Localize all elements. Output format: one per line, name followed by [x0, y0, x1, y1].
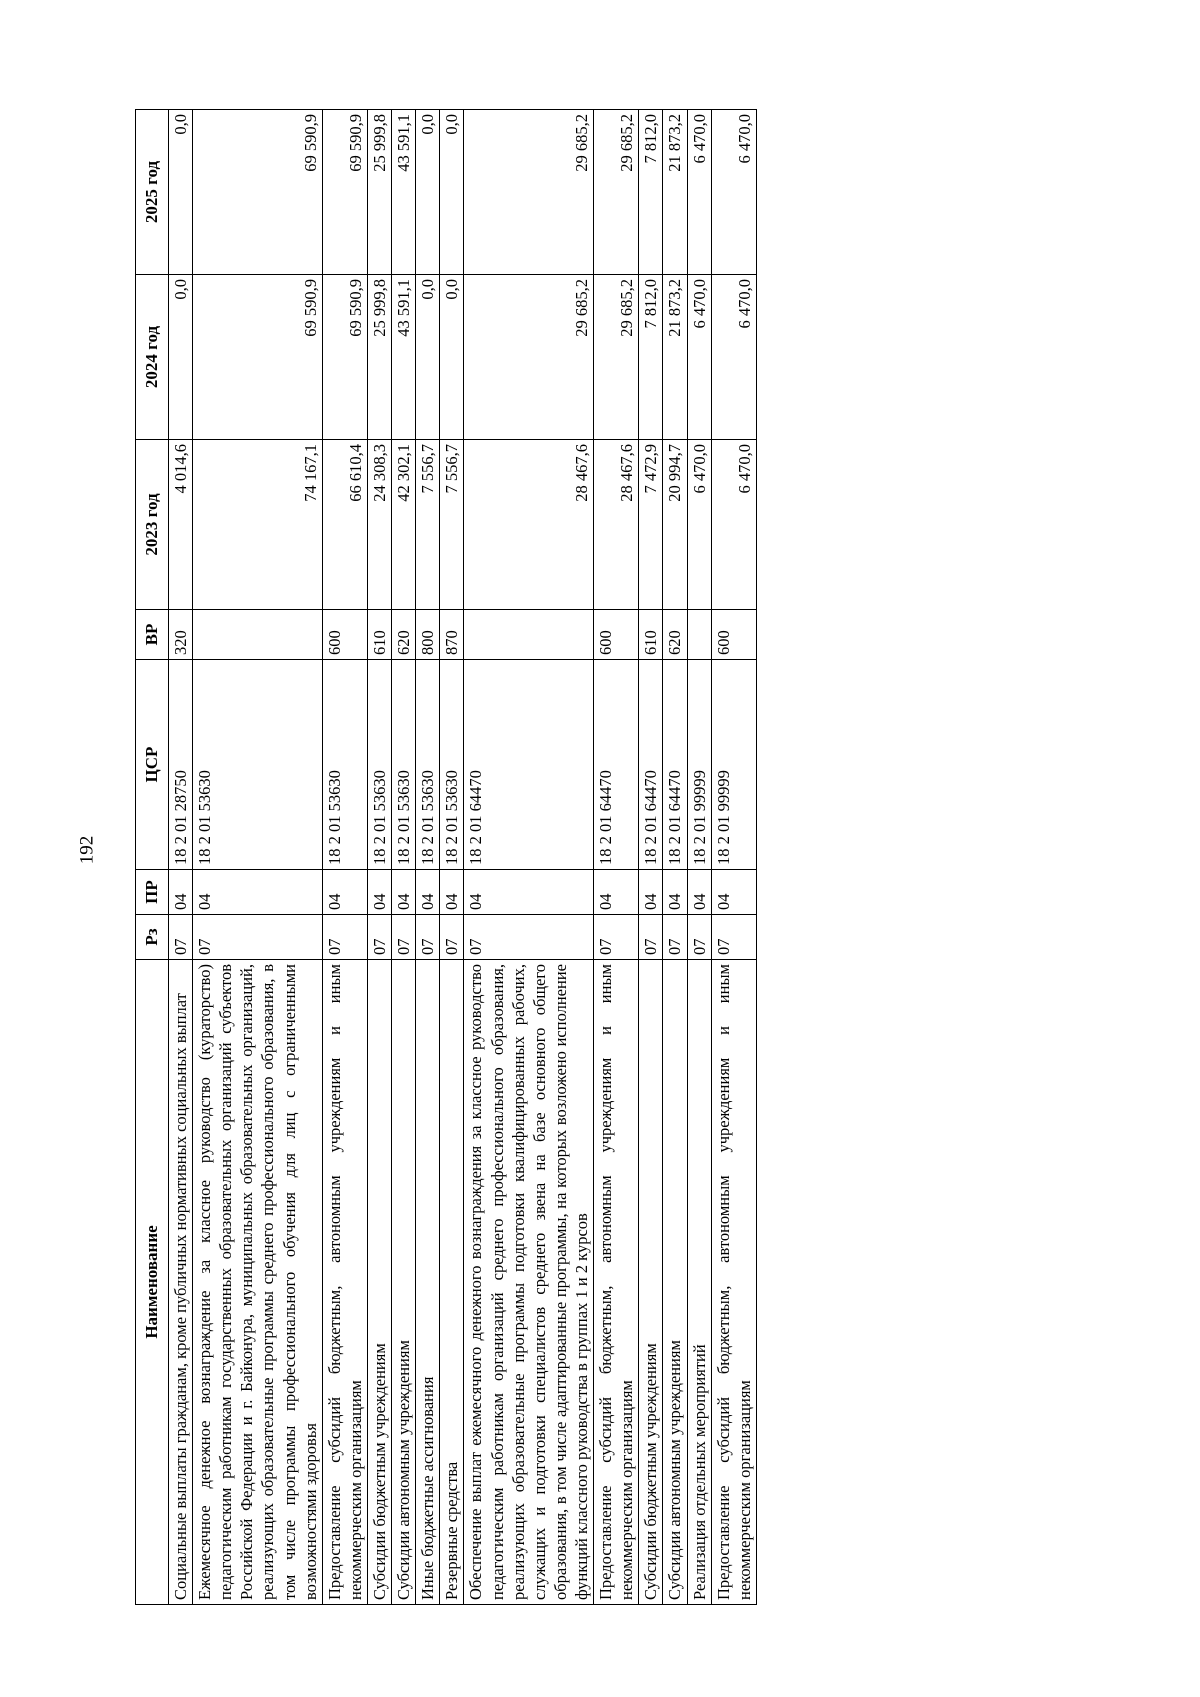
header-2023: 2023 год — [136, 440, 169, 610]
cell-csr: 18 2 01 28750 — [169, 660, 193, 870]
cell-rz: 07 — [169, 915, 193, 960]
cell-2023: 7 472,9 — [639, 440, 663, 610]
cell-2025: 69 590,9 — [322, 110, 367, 275]
cell-vr — [464, 610, 594, 660]
cell-vr: 610 — [639, 610, 663, 660]
cell-csr: 18 2 01 64470 — [639, 660, 663, 870]
cell-rz: 07 — [367, 915, 391, 960]
table-row — [416, 110, 440, 1605]
cell-rz: 07 — [416, 915, 440, 960]
cell-vr: 870 — [440, 610, 464, 660]
cell-pr: 04 — [464, 870, 594, 915]
cell-pr: 04 — [367, 870, 391, 915]
table-row — [711, 110, 756, 1605]
cell-2025: 6 470,0 — [711, 110, 756, 275]
cell-pr: 04 — [639, 870, 663, 915]
cell-vr: 800 — [416, 610, 440, 660]
cell-pr: 04 — [322, 870, 367, 915]
cell-name: Субсидии автономным учреждениям — [663, 960, 687, 1605]
cell-vr: 610 — [367, 610, 391, 660]
rotated-table-wrapper — [135, 110, 1049, 1605]
table-header-row — [136, 110, 169, 1605]
cell-csr: 18 2 01 53630 — [193, 660, 323, 870]
cell-2024: 0,0 — [416, 275, 440, 440]
cell-rz: 07 — [663, 915, 687, 960]
cell-2023: 74 167,1 — [193, 440, 323, 610]
cell-pr: 04 — [663, 870, 687, 915]
cell-2025: 0,0 — [169, 110, 193, 275]
cell-2024: 69 590,9 — [193, 275, 323, 440]
cell-name: Резервные средства — [440, 960, 464, 1605]
cell-pr: 04 — [416, 870, 440, 915]
cell-vr: 620 — [392, 610, 416, 660]
cell-2025: 43 591,1 — [392, 110, 416, 275]
cell-rz: 07 — [464, 915, 594, 960]
table-row — [367, 110, 391, 1605]
cell-vr: 620 — [663, 610, 687, 660]
cell-csr: 18 2 01 53630 — [416, 660, 440, 870]
cell-2023: 6 470,0 — [711, 440, 756, 610]
cell-2024: 7 812,0 — [639, 275, 663, 440]
table-row — [663, 110, 687, 1605]
cell-csr: 18 2 01 53630 — [322, 660, 367, 870]
cell-csr: 18 2 01 53630 — [367, 660, 391, 870]
header-2025: 2025 год — [136, 110, 169, 275]
table-row — [687, 110, 711, 1605]
cell-2025: 29 685,2 — [464, 110, 594, 275]
header-pr: ПР — [136, 870, 169, 915]
header-vr: ВР — [136, 610, 169, 660]
cell-2025: 0,0 — [416, 110, 440, 275]
cell-rz: 07 — [392, 915, 416, 960]
cell-name: Предоставление субсидий бюджетным, автономным учреждениям и иным некоммерческим организациям — [322, 960, 367, 1605]
cell-vr: 600 — [322, 610, 367, 660]
header-rz: Рз — [136, 915, 169, 960]
header-2024: 2024 год — [136, 275, 169, 440]
cell-2025: 6 470,0 — [687, 110, 711, 275]
cell-csr: 18 2 01 64470 — [594, 660, 639, 870]
cell-2024: 25 999,8 — [367, 275, 391, 440]
cell-name: Иные бюджетные ассигнования — [416, 960, 440, 1605]
cell-csr: 18 2 01 53630 — [440, 660, 464, 870]
cell-rz: 07 — [193, 915, 323, 960]
cell-name: Субсидии бюджетным учреждениям — [639, 960, 663, 1605]
cell-name: Обеспечение выплат ежемесячного денежного вознаграждения за классное руководство педагогическим работникам организаций среднего профессионального образования, реализующих образовательные программы подготовки квалифицированных рабочих, служащих и подготовки специалистов среднего звена на базе основного общего образования, в том числе адаптированные программы, на которых возложено исполнение функций классного руководства в группах 1 и 2 курсов — [464, 960, 594, 1605]
cell-csr: 18 2 01 64470 — [663, 660, 687, 870]
cell-2024: 29 685,2 — [594, 275, 639, 440]
cell-2024: 0,0 — [169, 275, 193, 440]
cell-vr: 600 — [711, 610, 756, 660]
cell-2023: 7 556,7 — [416, 440, 440, 610]
table-row — [440, 110, 464, 1605]
cell-2025: 69 590,9 — [193, 110, 323, 275]
cell-2023: 4 014,6 — [169, 440, 193, 610]
table-row — [639, 110, 663, 1605]
table-row — [464, 110, 594, 1605]
cell-name: Субсидии бюджетным учреждениям — [367, 960, 391, 1605]
cell-2023: 28 467,6 — [464, 440, 594, 610]
table-row — [594, 110, 639, 1605]
cell-name: Предоставление субсидий бюджетным, автономным учреждениям и иным некоммерческим организациям — [594, 960, 639, 1605]
cell-2023: 24 308,3 — [367, 440, 391, 610]
cell-csr: 18 2 01 64470 — [464, 660, 594, 870]
cell-2024: 69 590,9 — [322, 275, 367, 440]
cell-pr: 04 — [169, 870, 193, 915]
cell-rz: 07 — [639, 915, 663, 960]
cell-2024: 43 591,1 — [392, 275, 416, 440]
cell-vr: 320 — [169, 610, 193, 660]
cell-name: Социальные выплаты гражданам, кроме публичных нормативных социальных выплат — [169, 960, 193, 1605]
cell-rz: 07 — [440, 915, 464, 960]
cell-pr: 04 — [594, 870, 639, 915]
cell-rz: 07 — [687, 915, 711, 960]
cell-2023: 7 556,7 — [440, 440, 464, 610]
cell-2025: 25 999,8 — [367, 110, 391, 275]
cell-rz: 07 — [594, 915, 639, 960]
cell-2023: 42 302,1 — [392, 440, 416, 610]
cell-vr — [193, 610, 323, 660]
table-row — [193, 110, 323, 1605]
header-name: Наименование — [136, 960, 169, 1605]
cell-pr: 04 — [193, 870, 323, 915]
cell-name: Реализация отдельных мероприятий — [687, 960, 711, 1605]
cell-2024: 6 470,0 — [687, 275, 711, 440]
cell-2025: 0,0 — [440, 110, 464, 275]
cell-rz: 07 — [711, 915, 756, 960]
cell-2025: 29 685,2 — [594, 110, 639, 275]
cell-2023: 6 470,0 — [687, 440, 711, 610]
cell-name: Предоставление субсидий бюджетным, автономным учреждениям и иным некоммерческим организациям — [711, 960, 756, 1605]
header-csr: ЦСР — [136, 660, 169, 870]
cell-2023: 20 994,7 — [663, 440, 687, 610]
cell-2024: 29 685,2 — [464, 275, 594, 440]
cell-2024: 21 873,2 — [663, 275, 687, 440]
cell-csr: 18 2 01 99999 — [687, 660, 711, 870]
budget-table — [135, 109, 757, 1605]
cell-2025: 21 873,2 — [663, 110, 687, 275]
cell-vr — [687, 610, 711, 660]
table-row — [322, 110, 367, 1605]
cell-name: Ежемесячное денежное вознаграждение за классное руководство (кураторство) педагогическим работникам государственных образовательных организаций субъектов Российской Федерации и г. Байконура, муниципальных образовательных организаций, реализующих образовательные программы среднего профессионального образования, в том числе программы профессионального обучения для лиц с ограниченными возможностями здоровья — [193, 960, 323, 1605]
cell-csr: 18 2 01 99999 — [711, 660, 756, 870]
cell-2023: 28 467,6 — [594, 440, 639, 610]
cell-csr: 18 2 01 53630 — [392, 660, 416, 870]
cell-rz: 07 — [322, 915, 367, 960]
cell-pr: 04 — [687, 870, 711, 915]
cell-pr: 04 — [392, 870, 416, 915]
cell-pr: 04 — [440, 870, 464, 915]
cell-2025: 7 812,0 — [639, 110, 663, 275]
table-row — [169, 110, 193, 1605]
table-row — [392, 110, 416, 1605]
cell-2024: 0,0 — [440, 275, 464, 440]
cell-vr: 600 — [594, 610, 639, 660]
page-number: 192 — [76, 835, 97, 865]
cell-name: Субсидии автономным учреждениям — [392, 960, 416, 1605]
cell-2023: 66 610,4 — [322, 440, 367, 610]
cell-pr: 04 — [711, 870, 756, 915]
cell-2024: 6 470,0 — [711, 275, 756, 440]
